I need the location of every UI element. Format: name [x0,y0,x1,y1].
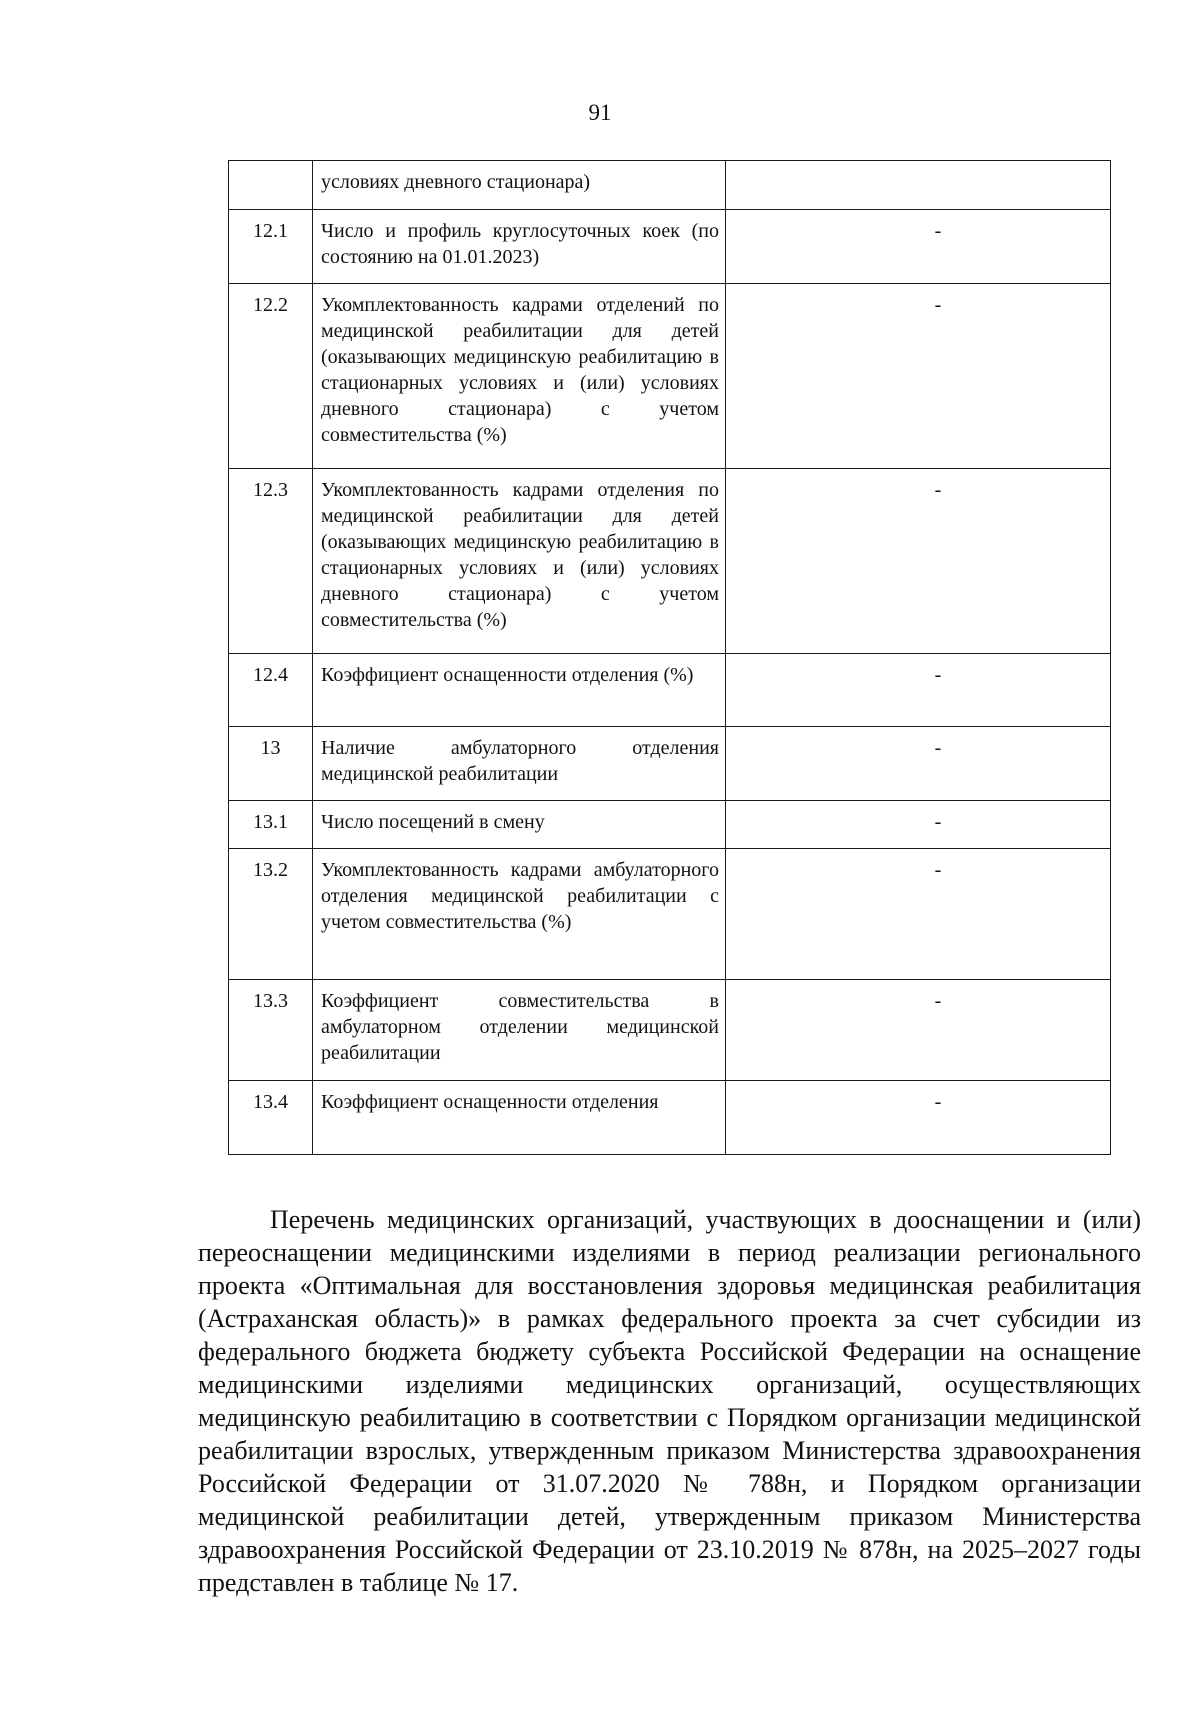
row-number: 12.4 [229,654,313,727]
table-row [229,980,1111,1081]
row-description: Укомплектованность кадрами амбулаторного отделения медицинской реабилитации с учетом совместительства (%) [313,849,726,980]
row-number: 12.3 [229,469,313,654]
row-value-text: - [934,737,942,759]
row-value [726,849,1111,980]
row-value [726,654,1111,727]
row-value-text: - [934,220,942,242]
row-value [726,161,1111,210]
row-value-text: - [934,664,942,686]
row-value [726,727,1111,801]
table-row [229,210,1111,284]
row-value-text: - [934,811,942,833]
indicators-table [228,160,1111,1155]
row-value-text: - [934,294,942,316]
row-description: Коэффициент оснащенности отделения [313,1081,726,1155]
table-row [229,801,1111,849]
row-value [726,1081,1111,1155]
row-number: 13 [229,727,313,801]
row-number: 13.3 [229,980,313,1081]
row-description: Укомплектованность кадрами отделений по медицинской реабилитации для детей (оказывающих медицинскую реабилитацию в стационарных условиях и (или) условиях дневного стационара) с учетом совместительства (%) [313,284,726,469]
row-value [726,980,1111,1081]
page-number: 91 [588,100,612,125]
table-row [229,1081,1111,1155]
table-row [229,849,1111,980]
row-value [726,284,1111,469]
row-value-text: - [934,1091,942,1113]
row-description: Коэффициент оснащенности отделения (%) [313,654,726,727]
table-row [229,161,1111,210]
table-row [229,727,1111,801]
row-description: Число посещений в смену [313,801,726,849]
row-number: 13.4 [229,1081,313,1155]
body-paragraph: Перечень медицинских организаций, участвующих в дооснащении и (или) переоснащении медицинскими изделиями в период реализации регионального проекта «Оптимальная для восстановления здоровья медицинская реабилитация (Астраханская область)» в рамках федерального проекта за счет субсидии из федерального бюджета бюджету субъекта Российской Федерации на оснащение медицинскими изделиями медицинских организаций, осуществляющих медицинскую реабилитацию в соответствии с Порядком организации медицинской реабилитации взрослых, утвержденным приказом Министерства здравоохранения Российской Федерации от 31.07.2020 № 788н, и Порядком организации медицинской реабилитации детей, утвержденным приказом Министерства здравоохранения Российской Федерации от 23.10.2019 № 878н, на 2025–2027 годы представлен в таблице № 17. [198,1205,1141,1597]
table-row [229,654,1111,727]
row-value [726,801,1111,849]
table-row [229,469,1111,654]
row-description: Наличие амбулаторного отделения медицинской реабилитации [313,727,726,801]
row-description: Число и профиль круглосуточных коек (по состоянию на 01.01.2023) [313,210,726,284]
row-value-text: - [934,990,942,1012]
row-number: 12.1 [229,210,313,284]
row-value [726,469,1111,654]
row-description: Укомплектованность кадрами отделения по медицинской реабилитации для детей (оказывающих медицинскую реабилитацию в стационарных условиях и (или) условиях дневного стационара) с учетом совместительства (%) [313,469,726,654]
row-value [726,210,1111,284]
row-description: условиях дневного стационара) [313,161,726,210]
row-value-text: - [934,479,942,501]
row-number: 12.2 [229,284,313,469]
row-value-text: - [934,859,942,881]
row-number [229,161,313,210]
row-description: Коэффициент совместительства в амбулаторном отделении медицинской реабилитации [313,980,726,1081]
row-number: 13.2 [229,849,313,980]
row-number: 13.1 [229,801,313,849]
table-row [229,284,1111,469]
